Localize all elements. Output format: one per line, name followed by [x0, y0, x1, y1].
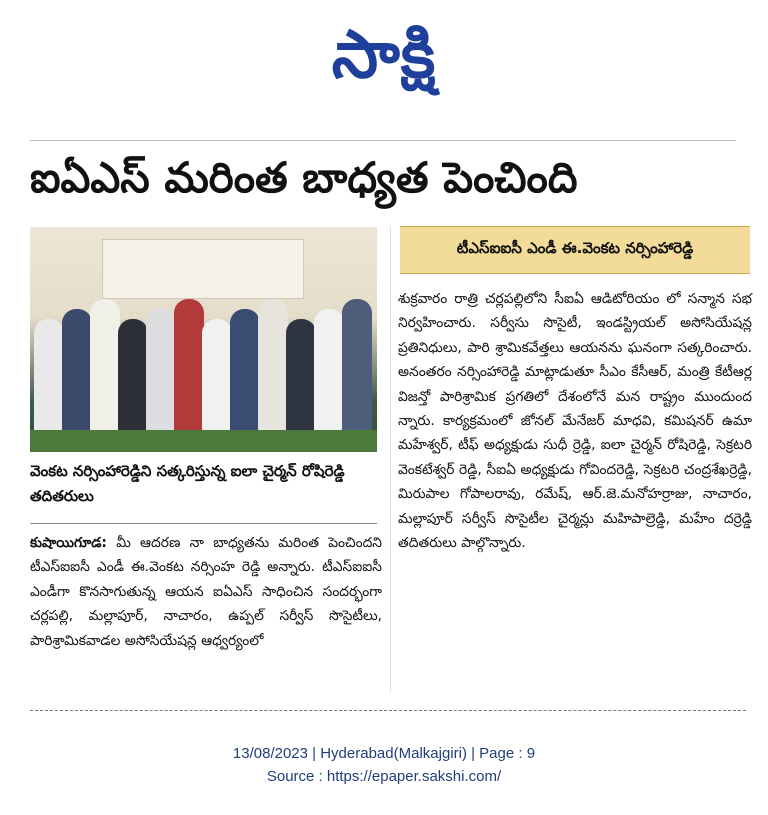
masthead: [0, 10, 768, 100]
person-silhouette: [146, 309, 176, 439]
body-text-left: మీ ఆదరణ నా బాధ్యతను మరింత పెంచిందని టీఎస్ఐఐసీ ఎండీ ఈ.వెంకట నర్సింహ రెడ్డి అన్నారు. టీఎస్ఐఐసీ ఎండీగా కొనసాగుతున్న ఆయన ఐఏఎస్ సాధించిన సందర్భంగా చర్లపల్లి, మల్లాపూర్, నాచారం, ఉప్పల్ సర్వీస్ సొసైటీలు, పారిశ్రామికవాడల అసోసియేషన్ల ఆధ్వర్యంలో: [30, 535, 382, 649]
article-body-column-1: [30, 531, 382, 653]
person-silhouette: [258, 299, 288, 439]
article-headline: ఐఏఎస్ మరింత బాధ్యత పెంచింది: [30, 153, 578, 202]
person-silhouette: [62, 309, 92, 439]
person-silhouette: [230, 309, 260, 439]
photo-caption: వెంకట నర్సింహారెడ్డిని సత్కరిస్తున్న ఐలా చైర్మన్ రోషిరెడ్డి తదితరులు: [30, 462, 345, 505]
caption-divider: [30, 523, 377, 524]
sakshi-logo[interactable]: సాక్షి: [331, 16, 437, 93]
article-body-column-2: శుక్రవారం రాత్రి చర్లపల్లిలోని సీఐఏ ఆడిటోరియం లో సన్మాన సభ నిర్వహించారు. సర్వీసు సొసైటీ, ఇండస్ట్రియల్ అసోసియేషన్ల ప్రతినిధులు, పారి శ్రామికవేత్తలు ఆయనను ఘనంగా సత్కరించారు. అనంతరం నర్సింహారెడ్డి మాట్లాడుతూ సీఎం కేసీఆర్, మంత్రి కేటీఆర్ల విజన్తో పారిశ్రామిక ప్రగతిలో దేశంలోనే మన రాష్ట్రం ముందుంద న్నారు. కార్యక్రమంలో జోనల్ మేనేజర్ మాధవి, కమిషనర్ ఉమా మహేశ్వర్, టీఫ్ అధ్యక్షుడు సుధీ ర్రెడ్డి, ఐలా చైర్మన్ రోషిరెడ్డి, సెక్రటరి వెంకటేశ్వర్ రెడ్డి, సీఐఏ అధ్యక్షుడు గోవిందరెడ్డి, సెక్రటరి చంద్రశేఖర్రెడ్డి, మిరుపాల గోపాలరావు, రమేష్, ఆర్.జె.మనోహర్రాజు, నాచారం, మల్లాపూర్ సర్వీస్ సొసైటీల చైర్మన్లు మహిపాల్రెడ్డి, మహేం దర్రెడ్డి తదితరులు పాల్గొన్నారు.: [398, 291, 752, 552]
person-silhouette: [90, 299, 120, 439]
person-silhouette: [174, 299, 204, 439]
person-silhouette: [202, 319, 232, 439]
person-silhouette: [34, 319, 64, 439]
group-of-people: [30, 289, 377, 439]
person-silhouette: [342, 299, 372, 439]
article-photo: [30, 227, 377, 452]
column-divider: [390, 227, 391, 692]
article-deck: టీఎస్ఐఐసీ ఎండీ ఈ.వెంకట నర్సింహారెడ్డి: [400, 226, 750, 274]
person-silhouette: [314, 309, 344, 439]
footer: [0, 742, 768, 788]
person-silhouette: [118, 319, 148, 439]
footer-source-link[interactable]: Source : https://epaper.sakshi.com/: [266, 768, 502, 785]
header-divider: [30, 140, 736, 141]
footer-divider: [30, 710, 746, 711]
footer-edition-info: 13/08/2023 | Hyderabad(Malkajgiri) | Page : 9: [232, 745, 536, 762]
person-silhouette: [286, 319, 316, 439]
dateline: కుషాయిగూడ:: [30, 535, 107, 551]
